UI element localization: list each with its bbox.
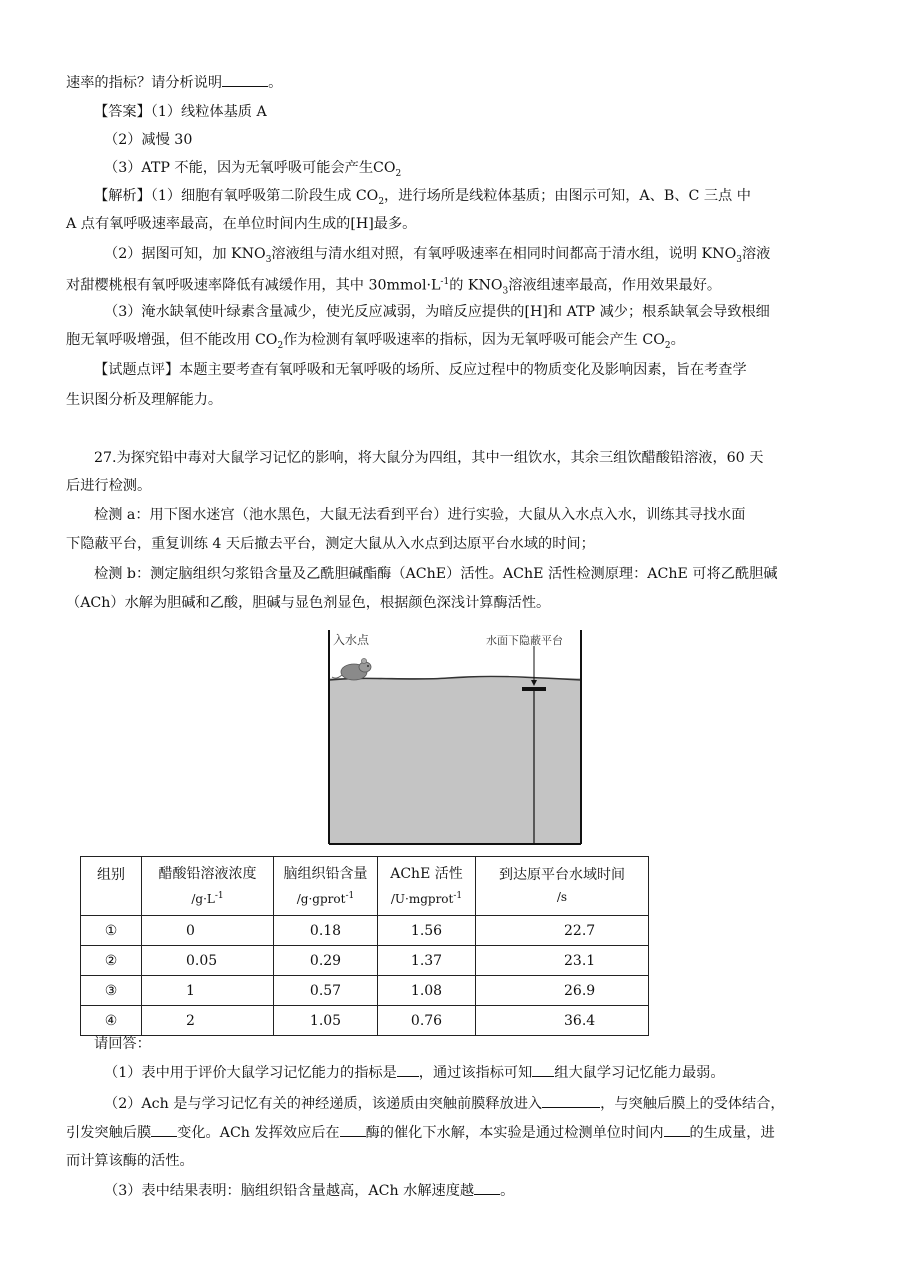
answer-blank [340, 1122, 366, 1137]
cell-concentration: 0.05 [142, 946, 274, 976]
cell-group: ① [81, 916, 142, 946]
sub-question-2-line-1: （2）Ach 是与学习记忆有关的神经递质，该递质由突触前膜释放进入 ，与突触后膜上的受体结合， [104, 1093, 884, 1114]
question-27-line-1: 27.为探究铅中毒对大鼠学习记忆的影响，将大鼠分为四组，其中一组饮水，其余三组饮醋酸铅溶液，60 天 [94, 450, 764, 466]
cell-concentration: 0 [142, 916, 274, 946]
answer-blank [474, 1180, 500, 1195]
detect-b-line-2: （ACh）水解为胆碱和乙酸，胆碱与显色剂显色，根据颜色深浅计算酶活性。 [66, 595, 551, 611]
table-header-row [81, 857, 649, 916]
cell-brain-lead: 0.57 [274, 976, 378, 1006]
cell-concentration: 2 [142, 1006, 274, 1036]
please-answer: 请回答： [94, 1036, 151, 1052]
sub-question-2-line-3: 而计算该酶的活性。 [66, 1153, 194, 1169]
header-lead-concentration: 醋酸铅溶液浓度 $/g\cdot L^{-1}$ [142, 857, 274, 916]
analysis-line-5: （3）淹水缺氧使叶绿素含量减少，使光反应减弱，为暗反应提供的[H]和 ATP 减少；根系缺氧会导致根细 [104, 304, 770, 320]
sub-question-3: （3）表中结果表明：脑组织铅含量越高，ACh 水解速度越 。 [104, 1180, 884, 1201]
header-ache-activity: AChE 活性 /U·mgprot$^{-1}$ [378, 857, 476, 916]
answer-blank [664, 1122, 690, 1137]
table-row [81, 1006, 649, 1036]
answer-line-2: （2）减慢 30 [104, 132, 193, 148]
header-group: 组别 [81, 857, 142, 916]
table-row [81, 916, 649, 946]
cell-time: 22.7 [476, 916, 649, 946]
answer-blank [151, 1122, 177, 1137]
table-row [81, 946, 649, 976]
results-table [80, 856, 649, 1036]
analysis-line-3: （2）据图可知，加 $KNO_3$溶液组与清水组对照，有氧呼吸速率在相同时间都高于清水组，说明 $KNO_3$溶液 [104, 246, 771, 265]
cell-brain-lead: 1.05 [274, 1006, 378, 1036]
hidden-platform [522, 687, 546, 691]
header-time-to-platform: 到达原平台水域时间 /s [476, 857, 649, 916]
detect-a-line-1: 检测 a：用下图水迷宫（池水黑色，大鼠无法看到平台）进行实验，大鼠从入水点入水，训练其寻找水面 [94, 507, 746, 523]
detect-a-line-2: 下隐蔽平台，重复训练 4 天后撤去平台，测定大鼠从入水点到达原平台水域的时间； [66, 536, 595, 552]
cell-group: ③ [81, 976, 142, 1006]
analysis-line-2: A 点有氧呼吸速率最高，在单位时间内生成的[H]最多。 [66, 216, 417, 232]
cell-time: 23.1 [476, 946, 649, 976]
analysis-line-4: 对甜樱桃根有氧呼吸速率降低有减缓作用，其中 $30mmol\cdot L^{-1}$的 $KNO_3$溶液组速率最高，作用效果最好。 [66, 277, 722, 297]
water-pool [329, 678, 581, 844]
answer-line-3: （3）ATP 不能，因为无氧呼吸可能会产生$CO_2$ [104, 160, 402, 179]
cell-ache: 1.37 [378, 946, 476, 976]
question-tail-line: 速率的指标？请分析说明 。 [66, 72, 846, 93]
cell-ache: 1.56 [378, 916, 476, 946]
answer-blank [532, 1062, 554, 1077]
header-brain-lead: 脑组织铅含量 /g·gprot$^{-1}$ [274, 857, 378, 916]
cell-brain-lead: 0.29 [274, 946, 378, 976]
water-maze-figure [328, 628, 582, 846]
review-line-2: 生识图分析及理解能力。 [66, 392, 223, 408]
cell-time: 26.9 [476, 976, 649, 1006]
sub-question-1: （1）表中用于评价大鼠学习记忆能力的指标是 ，通过该指标可知 组大鼠学习记忆能力最弱。 [104, 1062, 884, 1083]
cell-brain-lead: 0.18 [274, 916, 378, 946]
detect-b-line-1: 检测 b：测定脑组织匀浆铅含量及乙酰胆碱酯酶（AChE）活性。AChE 活性检测原理：AChE 可将乙酰胆碱 [94, 566, 778, 582]
table-row [81, 976, 649, 1006]
cell-ache: 1.08 [378, 976, 476, 1006]
cell-concentration: 1 [142, 976, 274, 1006]
cell-group: ② [81, 946, 142, 976]
sub-question-2-line-2: 引发突触后膜 变化。ACh 发挥效应后在 酶的催化下水解，本实验是通过检测单位时间内 的生成量，进 [66, 1122, 846, 1143]
answer-blank [542, 1093, 600, 1108]
review-line-1: 【试题点评】本题主要考查有氧呼吸和无氧呼吸的场所、反应过程中的物质变化及影响因素，旨在考查学 [94, 362, 747, 378]
cell-time: 36.4 [476, 1006, 649, 1036]
cell-ache: 0.76 [378, 1006, 476, 1036]
label-entry-point: 入水点 [333, 633, 370, 647]
label-hidden-platform: 水面下隐蔽平台 [486, 634, 563, 647]
answer-line-1: 【答案】（1）线粒体基质 A [94, 104, 267, 120]
rat-icon [332, 658, 371, 680]
analysis-line-1: 【解析】（1）细胞有氧呼吸第二阶段生成 $CO_2$，进行场所是线粒体基质；由图示可知，A、B、C 三点 中 [94, 188, 751, 207]
answer-blank [222, 72, 268, 87]
cell-group: ④ [81, 1006, 142, 1036]
analysis-line-6: 胞无氧呼吸增强，但不能改用 $CO_2$作为检测有氧呼吸速率的指标，因为无氧呼吸可能会产生 $CO_2$。 [66, 332, 685, 351]
answer-blank [397, 1062, 419, 1077]
question-27-line-2: 后进行检测。 [66, 478, 152, 494]
